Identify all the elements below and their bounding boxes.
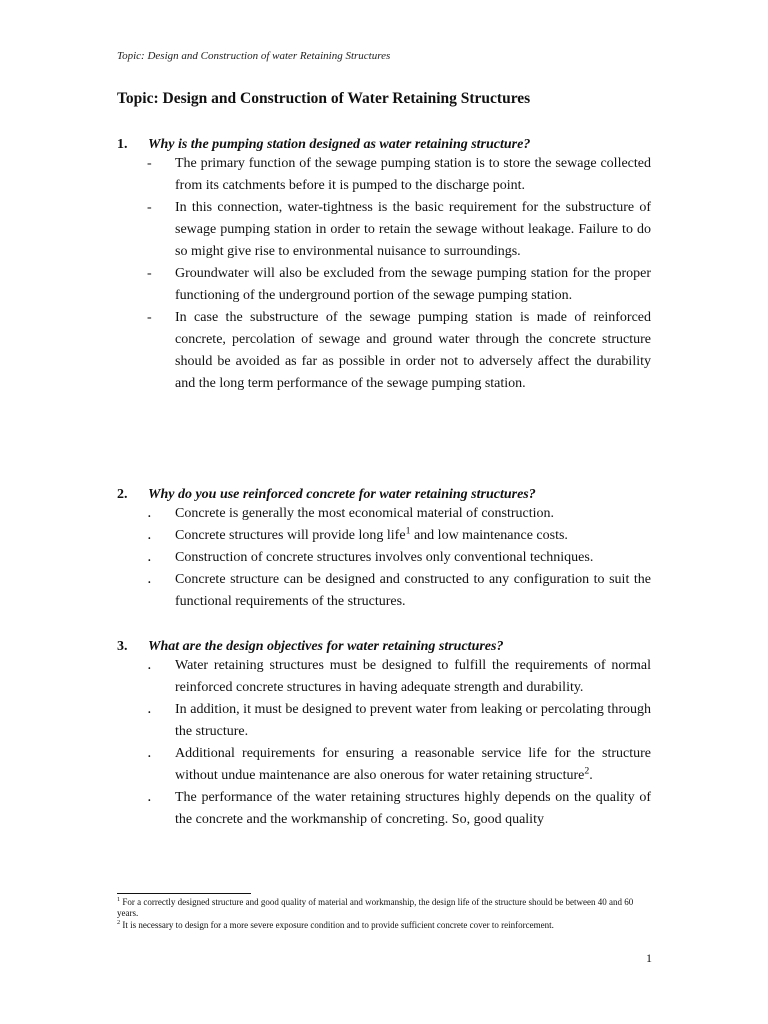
bullet-marker: - (147, 200, 152, 215)
bullet-text-tail: and low maintenance costs. (410, 528, 568, 543)
bullet-marker: ․ (147, 528, 152, 543)
footnote-ref: 2 (584, 765, 590, 777)
footnote (117, 897, 637, 919)
bullet-text: The primary function of the sewage pumping station is to store the sewage collected from its catchments before it is pumped to the discharge point. (175, 156, 651, 193)
list-item (117, 263, 652, 307)
list-item (117, 503, 652, 525)
section-3 (117, 633, 652, 831)
bullet-text-main: Additional requirements for ensuring a reasonable service life for the structure without undue maintenance are also onerous for water retaining structure (175, 746, 651, 783)
footnotes (117, 897, 637, 932)
question-heading (117, 131, 652, 153)
footnote-ref: 1 (405, 525, 411, 537)
list-item (117, 699, 652, 743)
question-number: 1. (117, 137, 128, 152)
bullet-list (117, 503, 652, 613)
bullet-text: Water retaining structures must be designed to fulfill the requirements of normal reinforced concrete structures in having adequate strength and durability. (175, 658, 651, 695)
list-item (117, 655, 652, 699)
running-header: Topic: Design and Construction of water Retaining Structures (117, 50, 391, 62)
bullet-marker: ․ (147, 550, 152, 565)
list-item (117, 787, 652, 831)
bullet-marker: - (147, 156, 152, 171)
bullet-marker: - (147, 310, 152, 325)
bullet-marker: ․ (147, 790, 152, 805)
bullet-marker: ․ (147, 572, 152, 587)
bullet-marker: ․ (147, 702, 152, 717)
question-number: 2. (117, 487, 128, 502)
bullet-text: Groundwater will also be excluded from the sewage pumping station for the proper functioning of the underground portion of the sewage pumping station. (175, 266, 651, 303)
list-item (117, 569, 652, 613)
question-text: Why is the pumping station designed as water retaining structure? (148, 137, 531, 152)
list-item (117, 153, 652, 197)
bullet-text: The performance of the water retaining structures highly depends on the quality of the concrete and the workmanship of concreting. So, good quality (175, 790, 651, 827)
bullet-list (117, 153, 652, 395)
list-item (117, 743, 652, 787)
bullet-text-main: Concrete structures will provide long life (175, 528, 406, 543)
bullet-text: In this connection, water-tightness is the basic requirement for the substructure of sewage pumping station in order to retain the sewage without leakage. Failure to do so might give rise to environmental nuisance to surroundings. (175, 200, 651, 259)
bullet-text (175, 525, 651, 547)
section-2 (117, 481, 652, 613)
question-heading (117, 481, 652, 503)
bullet-text-tail: . (589, 768, 593, 783)
question-number: 3. (117, 639, 128, 654)
list-item (117, 525, 652, 547)
list-item (117, 197, 652, 263)
bullet-marker: - (147, 266, 152, 281)
list-item (117, 547, 652, 569)
footnote-mark: 1 (117, 896, 121, 903)
footnote-divider (117, 893, 251, 894)
bullet-list (117, 655, 652, 831)
bullet-marker: ․ (147, 506, 152, 521)
question-text: Why do you use reinforced concrete for water retaining structures? (148, 487, 536, 502)
question-text: What are the design objectives for water retaining structures? (148, 639, 504, 654)
question-heading (117, 633, 652, 655)
footnote-text: For a correctly designed structure and good quality of material and workmanship, the design life of the structure should be between 40 and 60 years. (117, 897, 634, 918)
list-item (117, 307, 652, 395)
document-title: Topic: Design and Construction of Water Retaining Structures (117, 90, 531, 107)
bullet-marker: ․ (147, 658, 152, 673)
bullet-text: In addition, it must be designed to prevent water from leaking or percolating through the structure. (175, 702, 651, 739)
footnote (117, 920, 637, 931)
bullet-text: Concrete structure can be designed and constructed to any configuration to suit the functional requirements of the structures. (175, 572, 651, 609)
bullet-text: Concrete is generally the most economical material of construction. (175, 506, 555, 521)
section-1 (117, 131, 652, 395)
bullet-text: In case the substructure of the sewage pumping station is made of reinforced concrete, percolation of sewage and ground water through the concrete structure should be avoided as far as possible in order not to adversely affect the durability and the long term performance of the sewage pumping station. (175, 310, 651, 391)
footnote-text: It is necessary to design for a more severe exposure condition and to provide sufficient concrete cover to reinforcement. (120, 920, 554, 930)
bullet-text (175, 743, 651, 787)
bullet-marker: ․ (147, 746, 152, 761)
bullet-text: Construction of concrete structures involves only conventional techniques. (175, 550, 594, 565)
page-number: 1 (646, 951, 652, 965)
footnote-mark: 2 (117, 919, 121, 926)
